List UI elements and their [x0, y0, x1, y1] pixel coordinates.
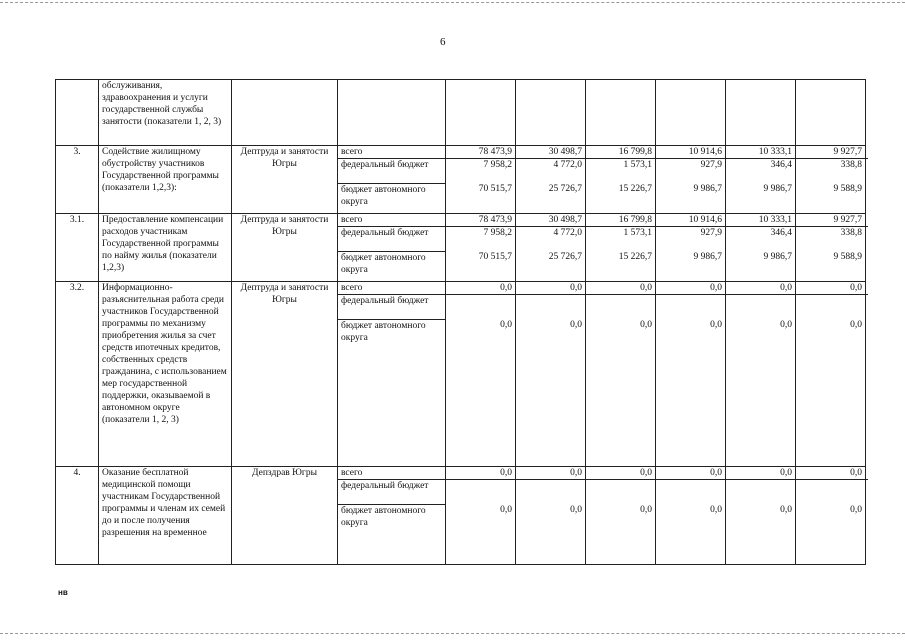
amount-value [729, 295, 792, 319]
amount-value: 10 333,1 [726, 146, 798, 159]
amount-value: 10 914,6 [656, 146, 728, 159]
amount-value: 0,0 [640, 320, 652, 330]
amount-value: 16 799,8 [586, 146, 658, 159]
amount-cell [586, 467, 656, 565]
amount-value: 927,9 [700, 160, 722, 170]
funding-source-label: федеральный бюджет [338, 480, 445, 505]
funding-source-label: всего [338, 214, 445, 227]
table-row [56, 214, 866, 282]
amount-value: 338,8 [840, 160, 862, 170]
amount-value [659, 295, 722, 319]
amount-value: 30 498,7 [516, 214, 588, 227]
amount-value: 15 226,7 [618, 252, 652, 262]
amount-value [519, 295, 582, 319]
amount-value: 78 473,9 [446, 146, 518, 159]
amount-value [449, 480, 512, 504]
funding-source [338, 146, 446, 214]
amount-value: 0,0 [446, 467, 518, 480]
amount-cell [516, 146, 586, 214]
funding-source [338, 467, 446, 565]
funding-source-label: федеральный бюджет [338, 227, 445, 252]
amount-cell [796, 146, 866, 214]
funding-source-label: бюджет автономного округа [341, 506, 426, 528]
amount-cell [726, 282, 796, 467]
amount-value [659, 480, 722, 504]
amount-value: 10 333,1 [726, 214, 798, 227]
amount-value: 9 986,7 [763, 252, 792, 262]
amount-value: 0,0 [516, 467, 588, 480]
amount-value: 9 588,9 [833, 252, 862, 262]
amount-value [589, 295, 652, 319]
amount-cell [446, 214, 516, 282]
amount-cell [726, 80, 796, 146]
amount-cell [656, 467, 726, 565]
amount-cell [796, 214, 866, 282]
amount-value: 4 772,0 [553, 228, 582, 238]
amount-value: 0,0 [796, 467, 868, 480]
amount-value [519, 80, 582, 92]
amount-value: 7 958,2 [483, 228, 512, 238]
amount-value [589, 480, 652, 504]
table-row [56, 282, 866, 467]
amount-value: 0,0 [500, 320, 512, 330]
amount-value: 0,0 [850, 320, 862, 330]
amount-value: 1 573,1 [623, 228, 652, 238]
amount-cell [586, 146, 656, 214]
funding-source [338, 282, 446, 467]
amount-value: 0,0 [850, 505, 862, 515]
amount-value: 0,0 [726, 467, 798, 480]
amount-value [519, 480, 582, 504]
amount-value: 0,0 [446, 282, 518, 295]
amount-value: 15 226,7 [618, 184, 652, 194]
amount-value: 346,4 [770, 160, 792, 170]
amount-value: 0,0 [586, 282, 658, 295]
amount-value: 7 958,2 [483, 160, 512, 170]
amount-cell [586, 214, 656, 282]
amount-value: 9 986,7 [763, 184, 792, 194]
amount-value: 346,4 [770, 228, 792, 238]
amount-cell [516, 282, 586, 467]
amount-value: 0,0 [710, 320, 722, 330]
amount-value: 4 772,0 [553, 160, 582, 170]
amount-cell [516, 80, 586, 146]
amount-cell [446, 80, 516, 146]
amount-value: 0,0 [656, 467, 728, 480]
amount-value [659, 80, 722, 92]
funding-source-label: всего [338, 146, 445, 159]
amount-value: 0,0 [570, 505, 582, 515]
amount-value [449, 80, 512, 92]
activity-name: Предоставление компенсации расходов участникам Государственной программы по найму жилья (показатели 1,2,3) [99, 214, 232, 282]
amount-value: 16 799,8 [586, 214, 658, 227]
executor: Дептруда и занятости Югры [232, 146, 338, 214]
funding-source-label: бюджет автономного округа [341, 253, 426, 275]
budget-table [55, 79, 866, 565]
funding-source [338, 214, 446, 282]
amount-value: 927,9 [700, 228, 722, 238]
activity-name: обслуживания, здравоохранения и услуги государственной службы занятости (показатели 1, 2, 3) [99, 80, 232, 146]
activity-name: Оказание бесплатной медицинской помощи участникам Государственной программы и членам их семей до и после получения разрешения на временное [99, 467, 232, 565]
funding-source-label: федеральный бюджет [338, 159, 445, 184]
amount-cell [516, 467, 586, 565]
activity-name: Содействие жилищному обустройству участников Государственной программы (показатели 1,2,3): [99, 146, 232, 214]
amount-value: 0,0 [640, 505, 652, 515]
table-row [56, 80, 866, 146]
amount-cell [726, 467, 796, 565]
amount-cell [656, 146, 726, 214]
amount-value: 0,0 [570, 320, 582, 330]
amount-cell [796, 467, 866, 565]
amount-value [729, 80, 792, 92]
amount-value: 10 914,6 [656, 214, 728, 227]
row-number: 3.1. [56, 214, 99, 282]
table-row [56, 467, 866, 565]
amount-cell [796, 282, 866, 467]
amount-cell [586, 282, 656, 467]
footer-mark: нв [58, 588, 68, 597]
amount-cell [586, 80, 656, 146]
amount-cell [796, 80, 866, 146]
amount-value: 0,0 [726, 282, 798, 295]
row-number: 4. [56, 467, 99, 565]
amount-cell [726, 214, 796, 282]
scan-edge-top [0, 2, 905, 3]
amount-value: 0,0 [500, 505, 512, 515]
row-number [56, 80, 99, 146]
funding-source-label: всего [338, 282, 445, 295]
row-number: 3. [56, 146, 99, 214]
amount-cell [656, 282, 726, 467]
amount-value: 9 927,7 [796, 214, 868, 227]
row-number: 3.2. [56, 282, 99, 467]
funding-source-label: всего [338, 467, 445, 480]
executor: Депздрав Югры [232, 467, 338, 565]
amount-value: 0,0 [710, 505, 722, 515]
amount-value: 0,0 [586, 467, 658, 480]
amount-value: 9 927,7 [796, 146, 868, 159]
amount-value [589, 80, 652, 92]
activity-name: Информационно-разъяснительная работа среди участников Государственной программы по механизму приобретения жилья за счет средств ипотечных кредитов, собственных средств гражданина, с использованием мер государственной поддержки, оказываемой в автономном округе (показатели 1, 2, 3) [99, 282, 232, 467]
amount-value: 9 986,7 [693, 252, 722, 262]
table-row [56, 146, 866, 214]
amount-value [799, 480, 862, 504]
amount-value: 78 473,9 [446, 214, 518, 227]
amount-value: 338,8 [840, 228, 862, 238]
amount-value [729, 480, 792, 504]
funding-source [338, 80, 446, 146]
amount-value: 0,0 [780, 320, 792, 330]
amount-cell [446, 282, 516, 467]
amount-cell [516, 214, 586, 282]
amount-value: 0,0 [796, 282, 868, 295]
amount-value [799, 295, 862, 319]
amount-value: 70 515,7 [478, 184, 512, 194]
executor: Дептруда и занятости Югры [232, 282, 338, 467]
funding-source-label [341, 80, 442, 92]
amount-cell [726, 146, 796, 214]
page-number: 6 [440, 36, 446, 48]
amount-value: 0,0 [780, 505, 792, 515]
amount-value: 1 573,1 [623, 160, 652, 170]
amount-value: 30 498,7 [516, 146, 588, 159]
executor [232, 80, 338, 146]
amount-value: 25 726,7 [548, 184, 582, 194]
amount-cell [656, 80, 726, 146]
executor: Дептруда и занятости Югры [232, 214, 338, 282]
amount-value: 9 588,9 [833, 184, 862, 194]
funding-source-label: бюджет автономного округа [341, 185, 426, 207]
amount-value [799, 80, 862, 92]
amount-value: 70 515,7 [478, 252, 512, 262]
amount-cell [446, 467, 516, 565]
funding-source-label: федеральный бюджет [338, 295, 445, 320]
amount-cell [656, 214, 726, 282]
amount-value: 25 726,7 [548, 252, 582, 262]
amount-value: 9 986,7 [693, 184, 722, 194]
amount-cell [446, 146, 516, 214]
scan-edge-bottom [0, 633, 905, 634]
funding-source-label: бюджет автономного округа [341, 321, 426, 343]
amount-value [449, 295, 512, 319]
amount-value: 0,0 [516, 282, 588, 295]
amount-value: 0,0 [656, 282, 728, 295]
